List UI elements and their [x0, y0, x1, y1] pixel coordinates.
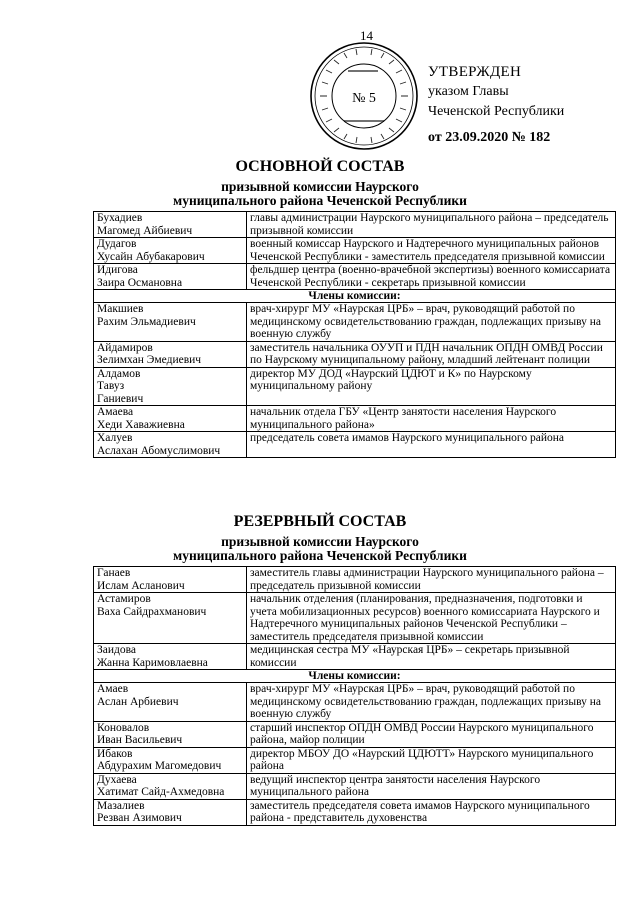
reserve-composition-subtitle-1: призывной комиссии Наурского [221, 534, 419, 549]
approval-line-1: указом Главы [428, 84, 509, 99]
members-header: Члены комиссии: [94, 290, 616, 303]
person-position-cell: заместитель председателя совета имамов Наурского муниципального района - представитель духовенства [247, 799, 616, 825]
person-name-line: Рахим Эльмадиевич [97, 315, 196, 328]
person-name-line: Бухадиев [97, 212, 143, 224]
table-row [94, 799, 616, 825]
person-name-line: Ибаков [97, 747, 133, 760]
person-name-cell [94, 264, 247, 290]
main-composition-title: ОСНОВНОЙ СОСТАВ [235, 158, 405, 175]
person-name-line: Иван Васильевич [97, 734, 183, 746]
person-name-line: Хеди Хаважиевна [97, 418, 185, 431]
person-name-line: Абдурахим Магомедович [97, 760, 222, 772]
table-row [94, 367, 616, 406]
approval-title: УТВЕРЖДЕН [428, 64, 522, 80]
table-row [94, 683, 616, 722]
reserve-composition-title: РЕЗЕРВНЫЙ СОСТАВ [233, 513, 407, 530]
person-name-cell [94, 799, 247, 825]
table-row [94, 238, 616, 264]
person-name-cell [94, 367, 247, 406]
person-name-line: Мазалиев [97, 799, 145, 812]
approval-line-2: Чеченской Республики [428, 104, 565, 119]
person-position-cell: врач-хирург МУ «Наурская ЦРБ» – врач, руководящий работой по медицинскому освидетельствованию граждан, подлежащих призыву на военную службу [247, 303, 616, 342]
person-name-cell [94, 238, 247, 264]
person-name-line: Аслахан Абомуслимович [97, 444, 221, 457]
main-composition-subtitle-1: призывной комиссии Наурского [221, 179, 419, 194]
person-position-cell: главы администрации Наурского муниципального района – председатель призывной комиссии [247, 212, 616, 238]
table-row [94, 593, 616, 644]
person-name-line: Айдамиров [97, 341, 153, 354]
reserve-composition-subtitle-2: муниципального района Чеченской Республики [173, 548, 467, 563]
person-name-line: Хусайн Абубакарович [97, 250, 205, 263]
person-position-cell: начальник отдела ГБУ «Центр занятости населения Наурского муниципального района» [247, 406, 616, 432]
person-name-line: Аслан Арбиевич [97, 695, 179, 708]
table-row [94, 264, 616, 290]
person-name-cell [94, 721, 247, 747]
person-name-cell [94, 432, 247, 458]
person-name-line: Хатимат Сайд-Ахмедовна [97, 786, 225, 798]
table-row [94, 432, 616, 458]
table-row [94, 567, 616, 593]
main-composition-subtitle-2: муниципального района Чеченской Республики [173, 193, 467, 208]
person-name-line: Ваха Сайдрахманович [97, 605, 207, 618]
table-row [94, 773, 616, 799]
person-name-cell [94, 303, 247, 342]
person-name-line: Амаев [97, 683, 129, 695]
person-name-cell [94, 644, 247, 670]
person-name-line: Халуев [97, 432, 133, 444]
person-position-cell: фельдшер центра (военно-врачебной экспертизы) военного комиссариата Чеченской Республики - секретарь призывной комиссии [247, 264, 616, 290]
person-name-cell [94, 773, 247, 799]
table-row [94, 747, 616, 773]
person-name-cell [94, 406, 247, 432]
approval-block [428, 62, 564, 148]
person-name-line: Макшиев [97, 303, 144, 315]
members-header-row [94, 290, 616, 303]
table-row [94, 406, 616, 432]
page-number: 14 [360, 28, 373, 43]
person-name-line: Ганаев [97, 567, 131, 579]
person-name-line: Ислам Асланович [97, 579, 185, 592]
person-position-cell: директор МУ ДОД «Наурский ЦДЮТ и К» по Наурскому муниципальному району [247, 367, 616, 406]
seal-number: № 5 [352, 91, 376, 106]
person-name-line: Заира Османовна [97, 276, 183, 289]
person-name-line: Резван Азимович [97, 812, 182, 824]
person-name-line: Дудагов [97, 238, 137, 250]
person-position-cell: медицинская сестра МУ «Наурская ЦРБ» – секретарь призывной комиссии [247, 644, 616, 670]
person-name-line: Астамиров [97, 593, 151, 605]
table-row [94, 212, 616, 238]
person-position-cell: директор МБОУ ДО «Наурский ЦДЮТТ» Наурского муниципального района [247, 747, 616, 773]
table-row [94, 644, 616, 670]
person-name-line: Духаева [97, 773, 137, 786]
person-name-cell [94, 747, 247, 773]
table-row [94, 303, 616, 342]
person-name-line: Идигова [97, 264, 138, 276]
reserve-composition-table [93, 566, 616, 826]
members-header-row [94, 670, 616, 683]
official-seal-stamp [308, 40, 420, 152]
person-position-cell: врач-хирург МУ «Наурская ЦРБ» – врач, руководящий работой по медицинскому освидетельствованию граждан, подлежащих призыву на военную службу [247, 683, 616, 722]
person-position-cell: старший инспектор ОПДН ОМВД России Наурского муниципального района, майор полиции [247, 721, 616, 747]
approval-date: от 23.09.2020 № 182 [428, 130, 551, 145]
person-name-line: Жанна Каримовлаевна [97, 656, 208, 669]
person-position-cell: заместитель главы администрации Наурского муниципального района – председатель призывной комиссии [247, 567, 616, 593]
person-name-line: Магомед Айбиевич [97, 224, 193, 237]
table-row [94, 721, 616, 747]
person-name-line: Тавуз [97, 380, 125, 392]
main-composition-table [93, 211, 616, 458]
person-name-line: Амаева [97, 406, 134, 418]
members-header: Члены комиссии: [94, 670, 616, 683]
person-position-cell: заместитель начальника ОУУП и ПДН начальник ОПДН ОМВД России по Наурскому муниципальному району, младший лейтенант полиции [247, 341, 616, 367]
person-position-cell: ведущий инспектор центра занятости населения Наурского муниципального района [247, 773, 616, 799]
table-row [94, 341, 616, 367]
person-name-line: Ганиевич [97, 392, 144, 405]
person-name-cell [94, 567, 247, 593]
person-name-line: Коновалов [97, 721, 150, 734]
person-name-line: Заидова [97, 644, 137, 656]
person-name-cell [94, 341, 247, 367]
person-name-line: Зелимхан Эмедиевич [97, 354, 202, 366]
person-position-cell: начальник отделения (планирования, предназначения, подготовки и учета мобилизационных ресурсов) военного комиссариата Наурского и Надтеречного муниципальных районов Чеченской Республики – заместитель председателя призывной комиссии [247, 593, 616, 644]
person-name-cell [94, 212, 247, 238]
person-name-line: Алдамов [97, 367, 141, 380]
person-position-cell: председатель совета имамов Наурского муниципального района [247, 432, 616, 458]
person-position-cell: военный комиссар Наурского и Надтеречного муниципальных районов Чеченской Республики - заместитель председателя призывной комиссии [247, 238, 616, 264]
person-name-cell [94, 683, 247, 722]
person-name-cell [94, 593, 247, 644]
